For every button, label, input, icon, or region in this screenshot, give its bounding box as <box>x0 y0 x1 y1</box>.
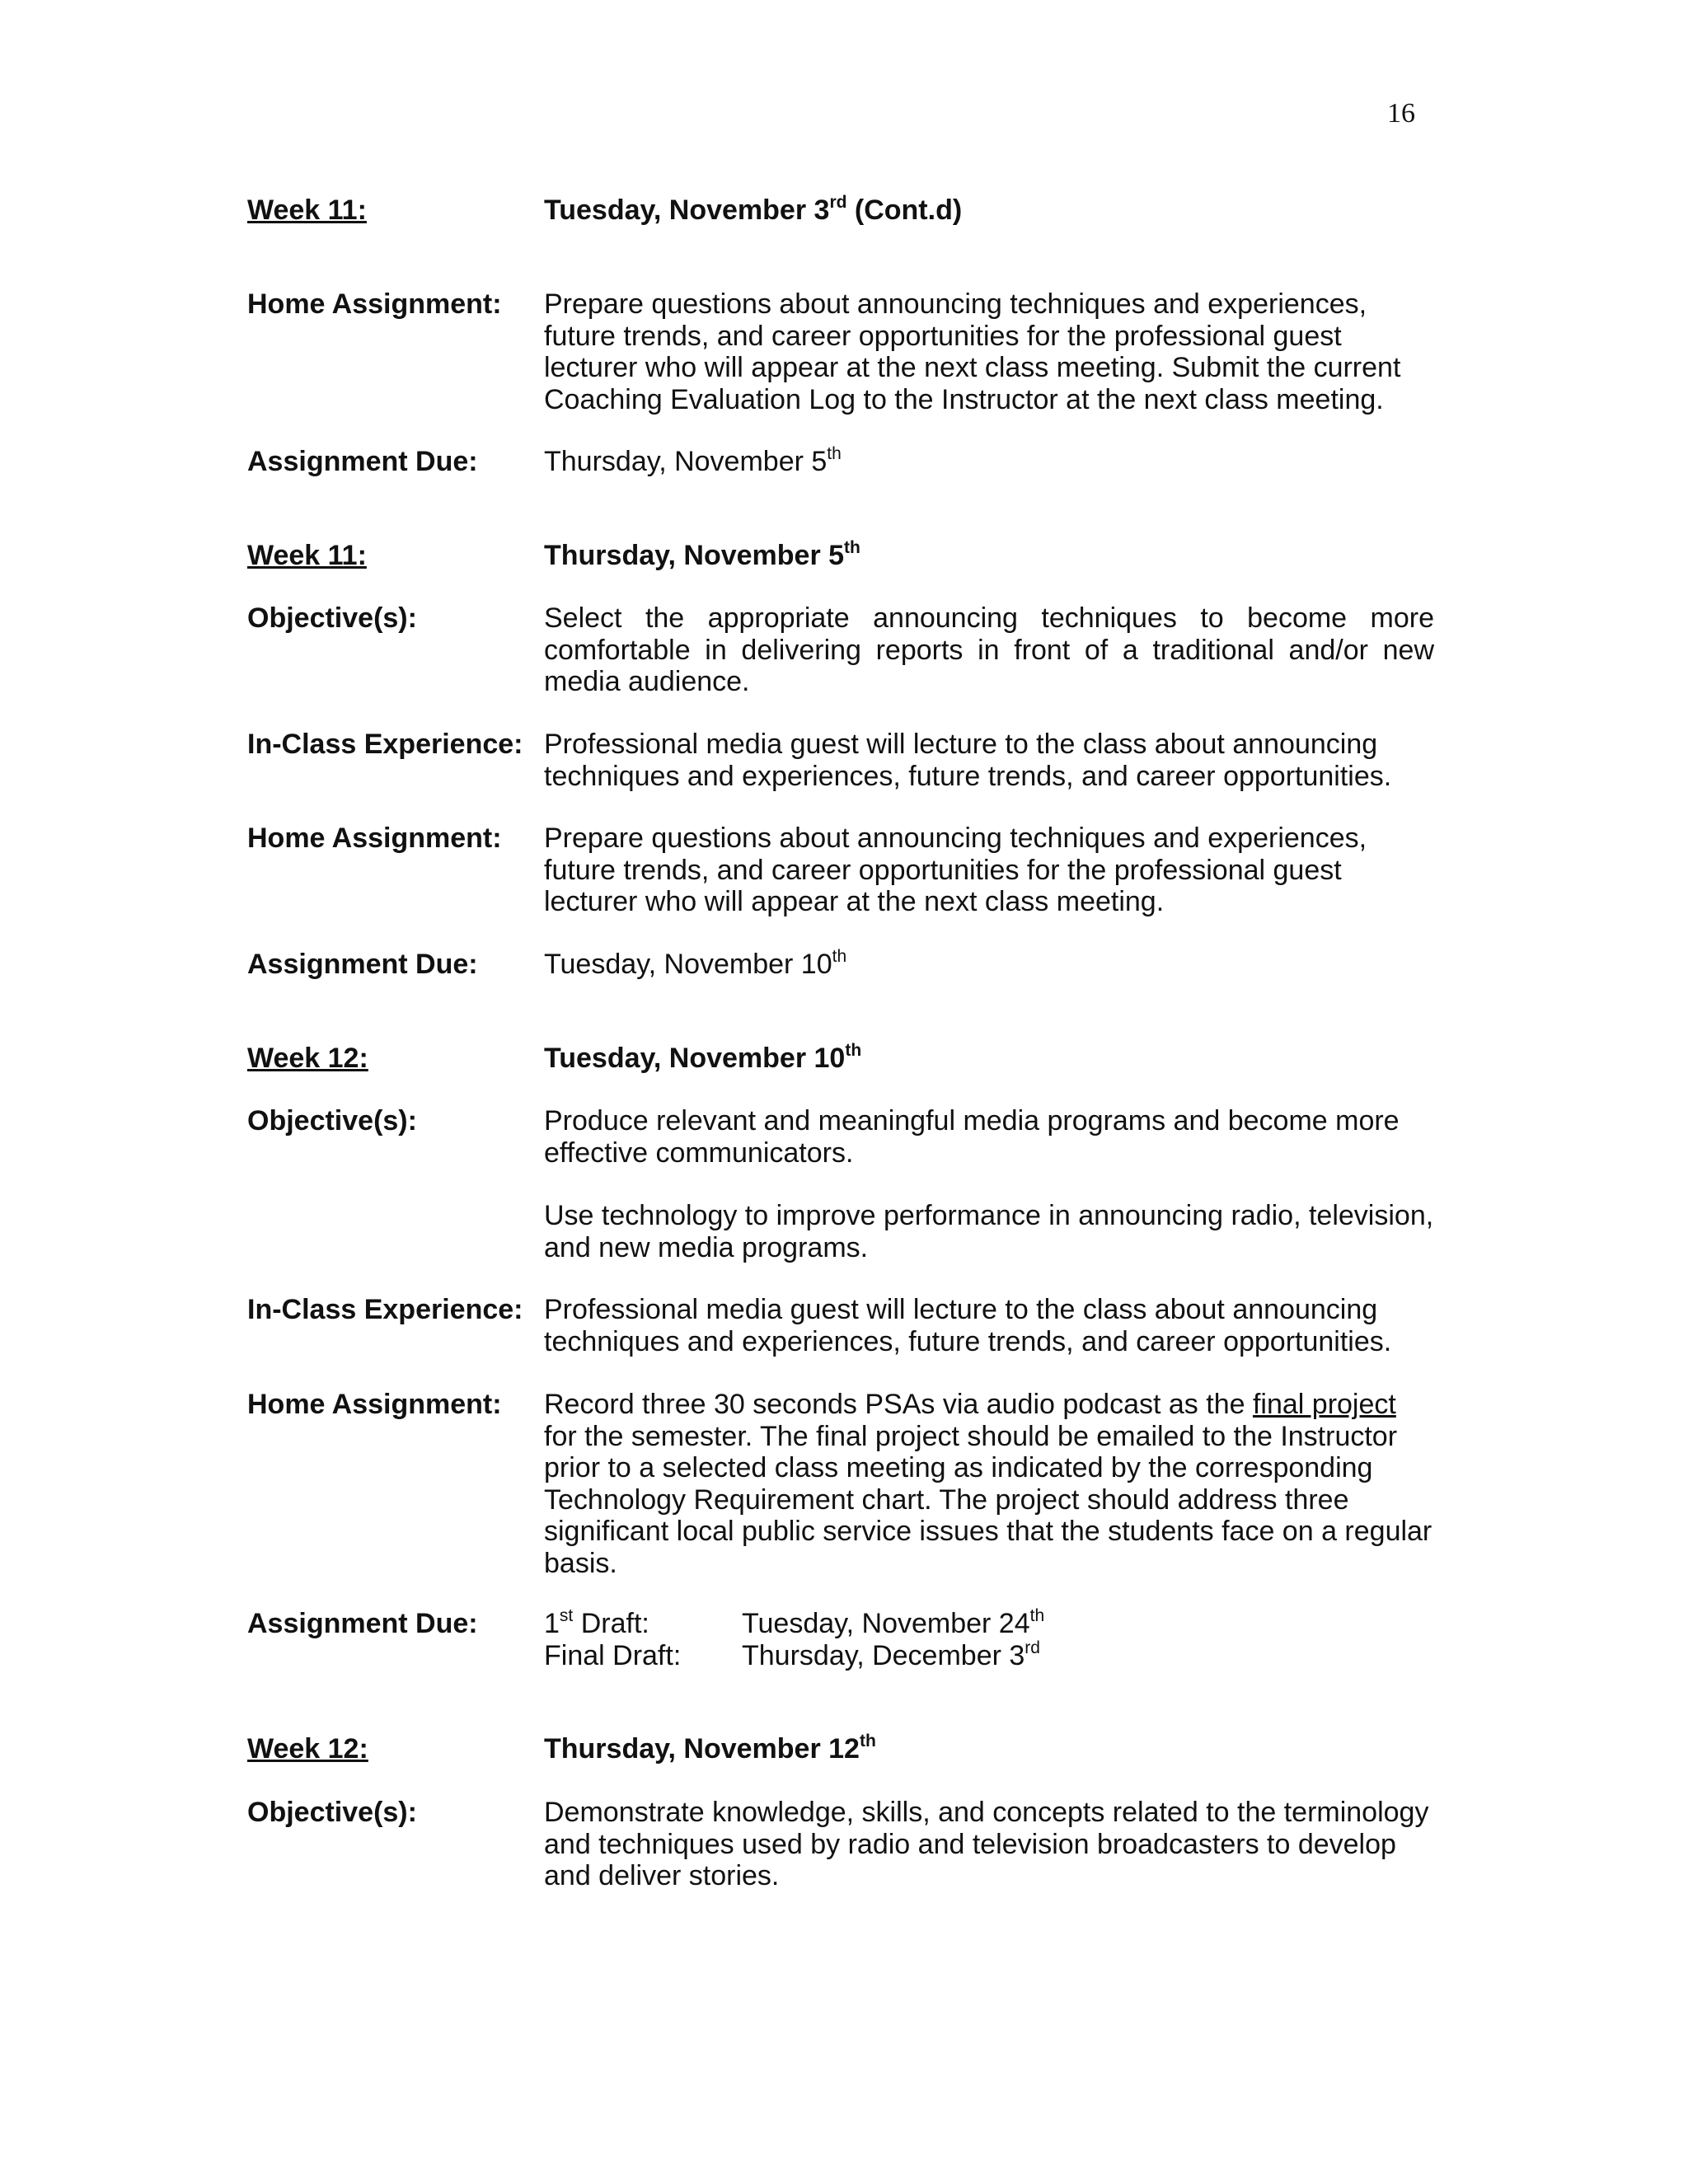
first-draft-date: Tuesday, November 24th <box>742 1606 1045 1639</box>
assignment-due-row <box>247 949 1434 981</box>
home-assignment-label: Home Assignment: <box>247 1389 502 1420</box>
week-date: Thursday, November 12th <box>544 1732 876 1765</box>
home-assignment-row <box>247 288 1434 415</box>
assignment-due-date: Thursday, November 5th <box>544 444 842 477</box>
home-assignment-label: Home Assignment: <box>247 288 502 320</box>
week-date: Tuesday, November 3rd (Cont.d) <box>544 193 963 226</box>
home-assignment-label: Home Assignment: <box>247 823 502 854</box>
objective-label: Objective(s): <box>247 1105 417 1137</box>
week-header-row <box>247 194 1434 227</box>
week-header-row <box>247 540 1434 572</box>
week-date: Tuesday, November 10th <box>544 1041 862 1074</box>
home-assignment-text: Record three 30 seconds PSAs via audio podcast as the final project for the semester. The final project should be emailed to the Instructor prior to a selected class meeting as indicated by the corresponding Technology Requirement chart. The project should address three significant local public service issues that the students face on a regular basis. <box>544 1389 1432 1579</box>
home-assignment-text: Prepare questions about announcing techniques and experiences, future trends, and career opportunities for the professional guest lecturer who will appear at the next class meeting. Submit the current Coaching Evaluation Log to the Instructor at the next class meeting. <box>544 288 1401 415</box>
first-draft-label: 1st Draft: <box>544 1606 649 1639</box>
objective-paragraph: Produce relevant and meaningful media programs and become more effective communicators. <box>544 1105 1400 1169</box>
page-number: 16 <box>1387 98 1415 129</box>
objective-label: Objective(s): <box>247 1797 417 1828</box>
final-draft-date: Thursday, December 3rd <box>742 1638 1040 1671</box>
assignment-due-label: Assignment Due: <box>247 949 478 980</box>
objective-text: Select the appropriate announcing techniques to become more comfortable in delivering reports in front of a traditional and/or new media audience. <box>544 602 1434 697</box>
draft-schedule <box>544 1608 1434 1671</box>
in-class-experience-label: In-Class Experience: <box>247 1294 523 1325</box>
final-project-emphasis: final project <box>1252 1389 1396 1420</box>
assignment-due-date: Tuesday, November 10th <box>544 947 847 980</box>
first-draft-line <box>544 1608 1434 1640</box>
final-draft-label: Final Draft: <box>544 1639 682 1671</box>
home-assignment-row <box>247 823 1434 918</box>
week-label: Week 12: <box>247 1733 368 1765</box>
week-header-row <box>247 1043 1434 1075</box>
home-assignment-text: Prepare questions about announcing techniques and experiences, future trends, and career opportunities for the professional guest lecturer who will appear at the next class meeting. <box>544 823 1367 917</box>
assignment-due-row <box>247 1608 1434 1671</box>
objective-text: Demonstrate knowledge, skills, and concepts related to the terminology and techniques used by radio and television broadcasters to develop and deliver stories. <box>544 1797 1429 1891</box>
objective-row <box>247 1797 1434 1892</box>
assignment-due-label: Assignment Due: <box>247 1608 478 1639</box>
in-class-experience-row <box>247 1294 1434 1357</box>
assignment-due-label: Assignment Due: <box>247 446 478 477</box>
in-class-experience-label: In-Class Experience: <box>247 729 523 760</box>
objective-text <box>544 1105 1434 1263</box>
home-assignment-row <box>247 1389 1434 1579</box>
objective-label: Objective(s): <box>247 602 417 634</box>
week-label: Week 11: <box>247 194 367 226</box>
objective-paragraph: Use technology to improve performance in announcing radio, television, and new media programs. <box>544 1200 1434 1263</box>
objective-row <box>247 1105 1434 1263</box>
week-label: Week 11: <box>247 540 367 571</box>
week-label: Week 12: <box>247 1043 368 1074</box>
in-class-experience-text: Professional media guest will lecture to the class about announcing techniques and experiences, future trends, and career opportunities. <box>544 1294 1392 1357</box>
final-draft-line <box>544 1640 1434 1672</box>
in-class-experience-row <box>247 729 1434 792</box>
in-class-experience-text: Professional media guest will lecture to the class about announcing techniques and experiences, future trends, and career opportunities. <box>544 729 1392 792</box>
week-header-row <box>247 1733 1434 1765</box>
week-date: Thursday, November 5th <box>544 538 860 571</box>
assignment-due-row <box>247 446 1434 478</box>
objective-row <box>247 602 1434 698</box>
